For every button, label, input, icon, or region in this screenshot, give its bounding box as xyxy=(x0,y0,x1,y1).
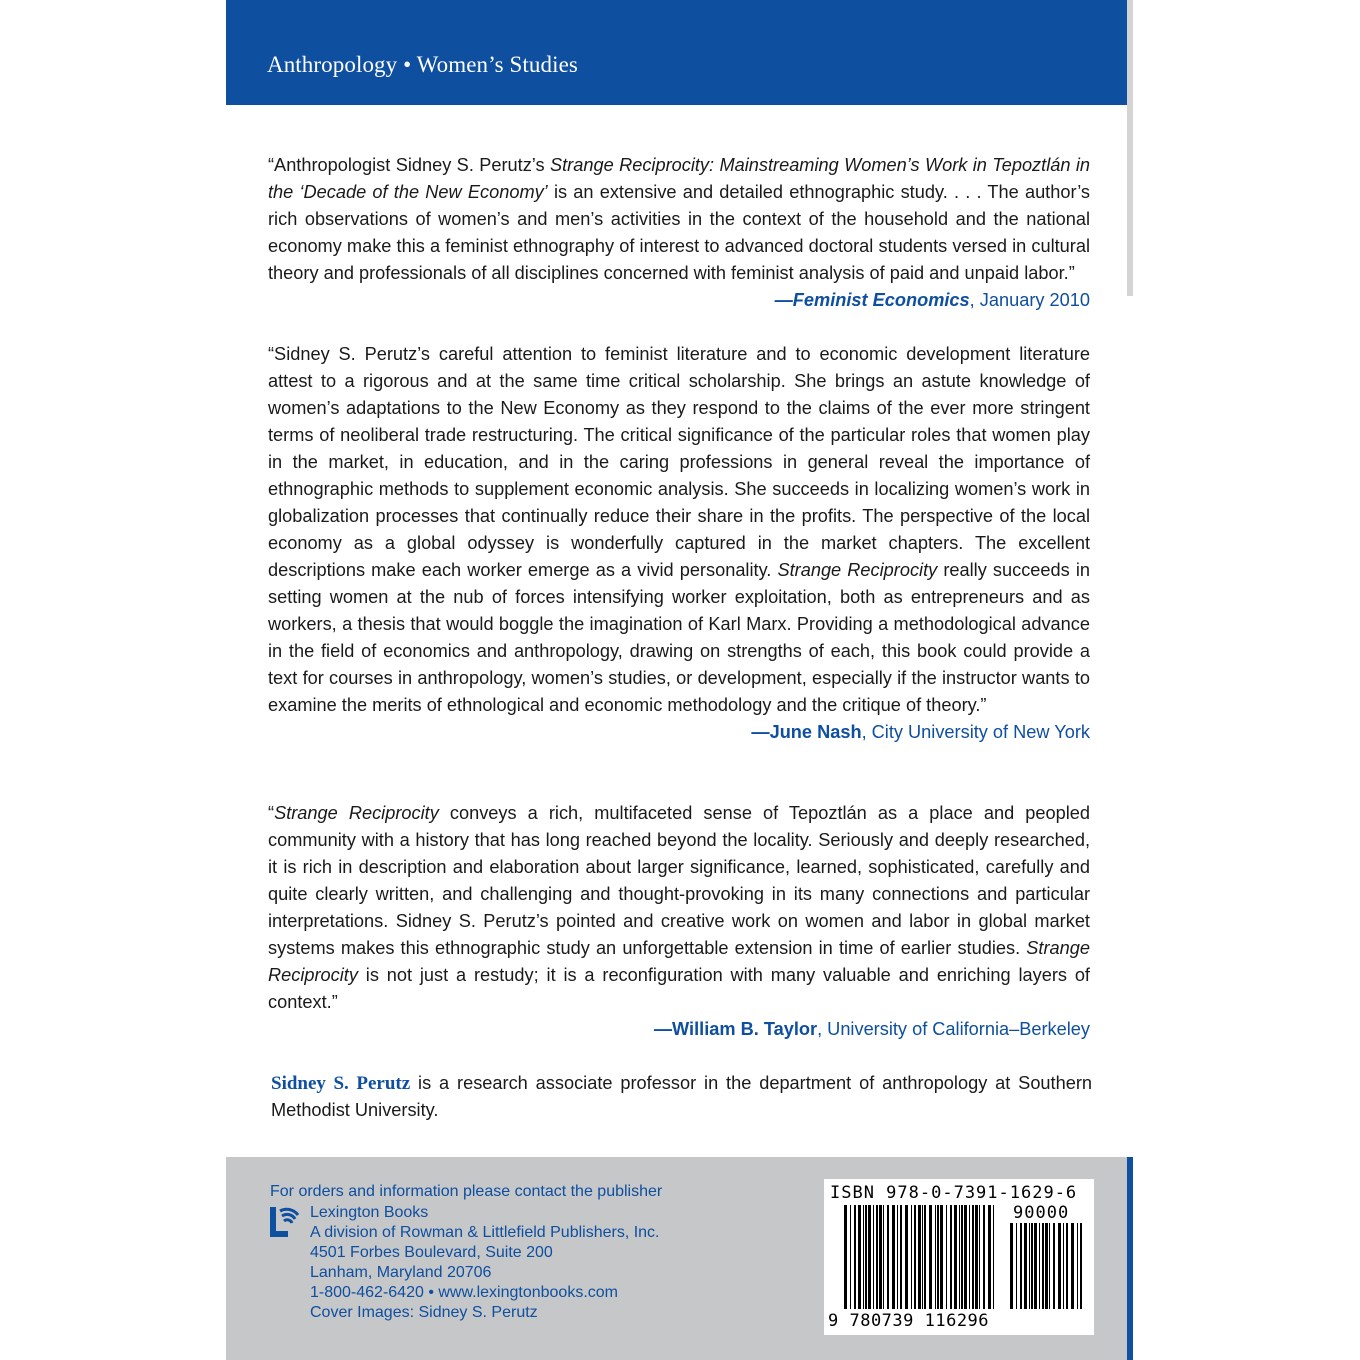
review-text: “Strange Reciprocity conveys a rich, multifaceted sense of Tepoztlán as a place and peopled community with a history that has long reached beyond the locality. Seriously and deeply researched, it is rich in description and elaboration about larger significance, learned, sophisticated, carefully and quite clearly written, and challenging and thought-provoking in its many connections and particular interpretations. Sidney S. Perutz’s pointed and creative work on women and labor in global market systems makes this ethnographic study an unforgettable extension in time of earlier studies. Strange Reciprocity is not just a restudy; it is a reconfiguration with many valuable and enriching layers of context.” xyxy=(268,803,1090,1012)
barcode-bar xyxy=(969,1205,970,1309)
back-cover xyxy=(226,0,1127,1360)
isbn-number: ISBN 978-0-7391-1629-6 xyxy=(830,1183,1078,1203)
barcode-bar xyxy=(1034,1223,1037,1309)
barcode-bar xyxy=(1042,1223,1044,1309)
barcode-bar xyxy=(1010,1223,1013,1309)
publisher-line: A division of Rowman & Littlefield Publishers, Inc. xyxy=(310,1224,660,1241)
barcode-bar xyxy=(929,1205,932,1309)
review-june-nash xyxy=(268,341,1090,746)
review-attribution: —Feminist Economics, January 2010 xyxy=(774,290,1090,310)
barcode-bar xyxy=(879,1205,882,1309)
review-text: “Anthropologist Sidney S. Perutz’s Strange Reciprocity: Mainstreaming Women’s Work in Tepoztlán in the ‘Decade of the New Economy’ is an extensive and detailed ethnographic study. . . . The author’s rich observations of women’s and men’s activities in the context of the household and the national economy make this a feminist ethnography of interest to advanced doctoral students versed in cultural theory and professionals of all disciplines concerned with feminist analysis of paid and unpaid labor.” —Feminist Economics, January 2010 xyxy=(268,152,1090,287)
barcode-bar xyxy=(873,1205,874,1309)
review-feminist-economics xyxy=(268,152,1090,314)
barcode-bar xyxy=(892,1205,895,1309)
barcode-bar xyxy=(858,1205,861,1309)
barcode-bar xyxy=(1080,1223,1082,1309)
barcode-bar xyxy=(1066,1223,1068,1309)
page-edge xyxy=(1127,0,1133,1360)
barcode-bar xyxy=(937,1205,939,1309)
barcode-bar xyxy=(844,1205,847,1309)
barcode-bar xyxy=(1053,1223,1055,1309)
barcode-bar xyxy=(1077,1223,1078,1309)
review-attribution: —June Nash, City University of New York xyxy=(751,722,1090,742)
subject-categories: Anthropology • Women’s Studies xyxy=(267,52,578,77)
barcode-bar xyxy=(854,1205,856,1309)
publisher-line: Lexington Books xyxy=(310,1204,429,1221)
addon-barcode-bars xyxy=(1010,1223,1084,1309)
barcode-bar xyxy=(914,1205,916,1309)
lexington-books-logo-icon xyxy=(270,1205,302,1239)
publisher-address xyxy=(310,1203,660,1323)
barcode-bar xyxy=(954,1205,957,1309)
barcode-bar xyxy=(863,1205,864,1309)
publisher-line: 4501 Forbes Boulevard, Suite 200 xyxy=(310,1244,553,1261)
author-bio: Sidney S. Perutz is a research associate professor in the department of anthropology at Southern Methodist University. xyxy=(271,1073,1093,1120)
barcode-bar xyxy=(868,1205,871,1309)
barcode-bar xyxy=(1020,1223,1022,1309)
review-william-taylor xyxy=(268,800,1090,1043)
barcode-bar xyxy=(1024,1223,1027,1309)
barcode-bar xyxy=(935,1205,936,1309)
barcode-bar xyxy=(905,1205,908,1309)
barcode-bar xyxy=(979,1205,980,1309)
barcode-bar xyxy=(946,1205,947,1309)
barcode-bar xyxy=(959,1205,960,1309)
barcode-bar xyxy=(922,1205,923,1309)
barcode-bar xyxy=(1029,1223,1030,1309)
barcode-bar xyxy=(950,1205,952,1309)
isbn-barcode xyxy=(824,1179,1094,1335)
barcode-bar xyxy=(900,1205,902,1309)
barcode-bar xyxy=(975,1205,978,1309)
barcode-bar xyxy=(1071,1223,1074,1309)
publisher-line: 1-800-462-6420 • www.lexingtonbooks.com xyxy=(310,1284,618,1301)
barcode-bar xyxy=(876,1205,878,1309)
barcode-bar xyxy=(1049,1223,1050,1309)
barcode-bar xyxy=(1039,1223,1040,1309)
ean-digits: 9 780739 116296 xyxy=(828,1311,990,1331)
barcode-bar xyxy=(911,1205,912,1309)
barcode-bar xyxy=(1016,1223,1017,1309)
barcode-bar xyxy=(940,1205,943,1309)
barcode-bar xyxy=(918,1205,921,1309)
barcode-bar xyxy=(961,1205,963,1309)
subject-band xyxy=(226,0,1127,105)
barcode-bar xyxy=(1031,1223,1033,1309)
barcode-bar xyxy=(865,1205,867,1309)
barcode-bar xyxy=(887,1205,889,1309)
barcode-bar xyxy=(983,1205,985,1309)
barcode-bar xyxy=(988,1205,991,1309)
barcode-bar xyxy=(850,1205,851,1309)
author-name: Sidney S. Perutz xyxy=(271,1073,411,1094)
barcode-bar xyxy=(883,1205,884,1309)
orders-heading: For orders and information please contact the publisher xyxy=(270,1183,663,1200)
barcode-bar xyxy=(924,1205,926,1309)
ean-barcode-bars xyxy=(844,1205,994,1309)
barcode-bar xyxy=(1058,1223,1061,1309)
publisher-line: Lanham, Maryland 20706 xyxy=(310,1264,492,1281)
publisher-footer xyxy=(226,1157,1127,1360)
edge-blue-strip xyxy=(1127,1157,1133,1360)
price-code: 90000 xyxy=(1013,1203,1070,1223)
barcode-bar xyxy=(993,1205,994,1309)
barcode-bar xyxy=(897,1205,898,1309)
edge-gray-strip xyxy=(1127,0,1133,296)
review-text: “Sidney S. Perutz’s careful attention to feminist literature and to economic development literature attest to a rigorous and at the same time critical scholarship. She brings an astute knowledge of women’s adaptations to the New Economy as they respond to the claims of the ever more stringent terms of neoliberal trade restructuring. The critical significance of the particular roles that women play in the market, in education, and in the caring professions in general reveal the importance of ethnographic methods to supplement economic analysis. She succeeds in localizing women’s work in globalization processes that continually reduce their share in the profits. The perspective of the local economy as a global odyssey is wonderfully captured in the market chapters. The excellent descriptions make each worker emerge as a vivid personality. Strange Reciprocity really succeeds in setting women at the nub of forces intensifying worker exploitation, both as entrepreneurs and as workers, a thesis that would boggle the imagination of Karl Marx. Providing a methodological advance in the field of economics and anthropology, drawing on strengths of each, this book could provide a text for courses in anthropology, women’s studies, or development, especially if the instructor wants to examine the merits of ethnological and economic methodology and the critique of theory.” xyxy=(268,344,1090,715)
barcode-bar xyxy=(1063,1223,1064,1309)
barcode-bar xyxy=(972,1205,974,1309)
review-attribution: —William B. Taylor, University of California–Berkeley xyxy=(653,1019,1090,1039)
publisher-line: Cover Images: Sidney S. Perutz xyxy=(310,1304,538,1321)
barcode-bar xyxy=(1045,1223,1048,1309)
barcode-bar xyxy=(964,1205,967,1309)
